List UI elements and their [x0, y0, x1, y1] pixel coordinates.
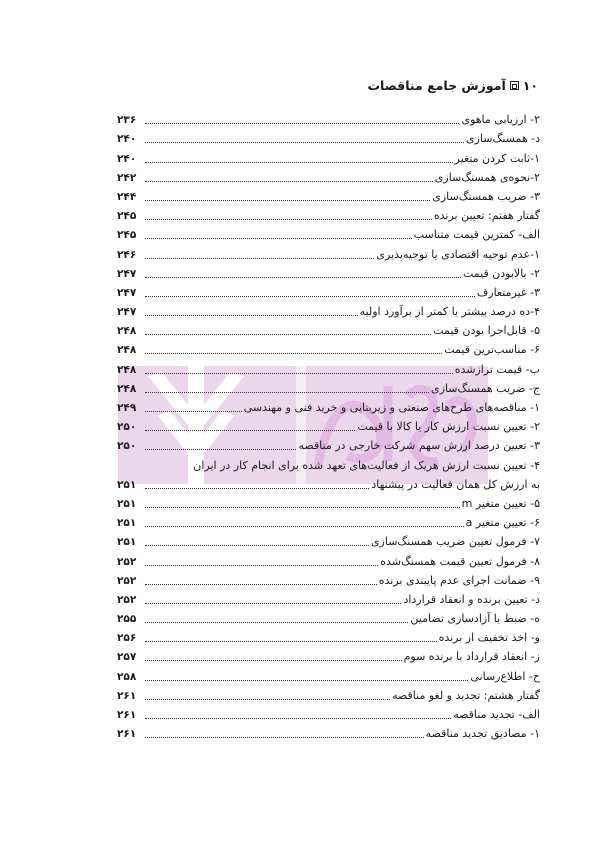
toc-entry-page: ۲۴۹ — [117, 402, 137, 414]
toc-entry-title: ۶- مناسب‌ترین قیمت — [444, 343, 540, 357]
toc-entry-page: ۲۴۷ — [117, 267, 137, 280]
dot-leader — [145, 736, 424, 738]
toc-entry-page: ۲۳۶ — [117, 114, 137, 127]
toc-entry-title: ۲-نحوه‌ی همسنگ‌سازی — [434, 170, 540, 184]
toc-entry[interactable] — [117, 204, 540, 223]
toc-entry-page: ۲۵۱ — [117, 478, 137, 491]
toc-entry-title: ۸- فرمول تعیین قیمت همسنگ‌شده — [380, 554, 540, 568]
dot-leader — [145, 640, 437, 642]
toc-entry-title: و- اخذ تخفیف از برنده — [438, 631, 540, 645]
dot-leader — [145, 544, 369, 546]
toc-entry[interactable] — [117, 281, 540, 300]
toc-entry-title: ۳- غیرمتعارف — [476, 285, 540, 299]
toc-entry-title: ۶- تعیین متغیر a — [465, 516, 540, 530]
toc-entry-page: ۲۵۱ — [117, 536, 137, 549]
toc-entry-title: ۳- تعیین درصد ارزش سهم شرکت خارجی در مناقصه — [298, 439, 540, 453]
toc-entry-title: د- تعیین برنده و انعقاد قرارداد — [403, 592, 540, 606]
dot-leader — [145, 391, 429, 393]
toc-entry-title: ج- ضریب همسنگ‌سازی — [431, 381, 540, 395]
dot-leader — [145, 333, 431, 335]
toc-entry[interactable] — [117, 473, 540, 492]
toc-entry-page: ۲۴۲ — [117, 171, 137, 184]
dot-leader — [145, 487, 369, 489]
toc-entry-title: ۵- قابل‌اجرا بودن قیمت — [433, 324, 540, 338]
dot-leader — [145, 295, 475, 297]
toc-entry-page: ۲۴۷ — [117, 306, 137, 319]
dot-leader — [145, 161, 453, 163]
dot-leader — [145, 314, 358, 316]
toc-entry[interactable] — [117, 338, 540, 357]
dot-leader — [145, 276, 461, 278]
toc-entry-title: گفتار هشتم: تجدید و لغو مناقصه — [392, 688, 540, 702]
toc-entry[interactable] — [117, 146, 540, 165]
toc-entry-title: ۳- ضریب همسنگ‌سازی — [432, 189, 540, 203]
toc-entry[interactable] — [117, 223, 540, 242]
toc-entry-page: ۲۶۱ — [117, 689, 137, 702]
toc-entry-title: ۱-عدم توجیه اقتصادی یا توجیه‌پذیری — [376, 247, 540, 261]
dot-leader — [145, 372, 453, 374]
toc-entry[interactable] — [117, 396, 540, 415]
dot-leader — [145, 141, 464, 143]
toc-entry[interactable] — [117, 127, 540, 146]
dot-leader — [145, 448, 296, 450]
toc-entry-page: ۲۵۵ — [117, 613, 137, 626]
toc-entry-title: ه- ضبط یا آزادسازی تضامین — [410, 612, 540, 626]
toc-entry[interactable] — [117, 664, 540, 683]
dot-leader — [145, 698, 390, 700]
toc-entry-page: ۲۵۱ — [117, 517, 137, 530]
toc-entry[interactable] — [117, 511, 540, 530]
toc-entry[interactable] — [117, 185, 540, 204]
toc-entry-page: ۲۴۸ — [117, 382, 137, 395]
toc-entry-title: ۲- ارزیابی ماهوی — [461, 113, 540, 127]
toc-entry-page: ۲۴۰ — [117, 133, 137, 146]
toc-entry-title: ۲- بالابودن قیمت — [462, 266, 540, 280]
toc-entry-page: ۲۵۲ — [117, 555, 137, 568]
page-number: ۱۰ — [522, 78, 538, 93]
toc-entry-title: ۱-ثابت کردن متغیر — [454, 151, 540, 165]
toc-entry-title: الف- کمترین قیمت متناسب — [413, 228, 540, 242]
toc-entry-title: ح- اطلاع‌رسانی — [470, 669, 540, 683]
toc-entry-title: ۷- فرمول تعیین ضریب همسنگ‌سازی — [370, 535, 540, 549]
toc-entry-title: ۱- مناقصه‌های طرح‌های صنعتی و زیربنایی و خرید فنی و مهندسی — [243, 401, 540, 414]
toc-entry-title: ۹- ضمانت اجرای عدم پایبندی برنده — [378, 573, 540, 587]
toc-entry[interactable] — [117, 300, 540, 319]
dot-leader — [145, 257, 374, 259]
toc-entry-page: ۲۵۷ — [117, 651, 137, 664]
toc-entry-page: ۲۵۰ — [117, 440, 137, 453]
toc-entry-title: ۵- تعیین متغیر m — [461, 496, 540, 510]
toc-entry-title: ب- قیمت ترازشده — [454, 362, 540, 376]
running-header — [367, 78, 538, 93]
dot-leader — [145, 621, 408, 623]
toc-entry-title: ۱- مصادیق تجدید مناقصه — [425, 727, 540, 741]
toc-entry[interactable] — [117, 588, 540, 607]
dot-leader — [145, 122, 459, 124]
toc-entry-page: ۲۴۸ — [117, 344, 137, 357]
dot-leader — [145, 602, 401, 604]
toc-entry-page: ۲۴۸ — [117, 363, 137, 376]
toc-entry-page: ۲۴۴ — [117, 190, 137, 203]
toc-entry-title: به ارزش کل همان فعالیت در پیشنهاد — [371, 477, 540, 491]
dot-leader — [145, 564, 378, 566]
toc-entry[interactable] — [117, 645, 540, 664]
toc-entry-page: ۲۵۲ — [117, 574, 137, 587]
dot-leader — [145, 218, 432, 220]
toc-entry-page: ۲۴۵ — [117, 229, 137, 242]
toc-entry-wrapped-line[interactable] — [117, 453, 540, 472]
toc-entry[interactable] — [117, 434, 540, 453]
toc-entry[interactable] — [117, 492, 540, 511]
toc-entry-page: ۲۶۱ — [117, 728, 137, 741]
toc-entry-page: ۲۵۰ — [117, 421, 137, 434]
book-title: آموزش جامع مناقصات — [367, 78, 506, 93]
dot-leader — [145, 352, 442, 354]
dot-leader — [145, 180, 433, 182]
toc-entry[interactable] — [117, 549, 540, 568]
toc-entry[interactable] — [117, 166, 540, 185]
dot-leader — [145, 679, 468, 681]
dot-leader — [145, 237, 412, 239]
toc-entry-page: ۲۵۸ — [117, 670, 137, 683]
table-of-contents — [117, 108, 540, 741]
toc-entry-page: ۲۴۰ — [117, 152, 137, 165]
toc-entry[interactable] — [117, 108, 540, 127]
toc-entry-page: ۲۴۶ — [117, 248, 137, 261]
toc-entry[interactable] — [117, 357, 540, 376]
toc-entry[interactable] — [117, 722, 540, 741]
toc-entry-page: ۲۴۵ — [117, 210, 137, 223]
dot-leader — [145, 199, 430, 201]
toc-entry[interactable] — [117, 262, 540, 281]
toc-entry[interactable] — [117, 607, 540, 626]
dot-leader — [145, 717, 451, 719]
dot-leader — [145, 410, 242, 412]
dot-leader — [145, 659, 402, 661]
toc-entry[interactable] — [117, 319, 540, 338]
toc-entry[interactable] — [117, 569, 540, 588]
toc-entry[interactable] — [117, 626, 540, 645]
toc-entry-title: د- همسنگ‌سازی — [466, 132, 540, 146]
toc-entry-page: ۲۵۱ — [117, 497, 137, 510]
toc-entry[interactable] — [117, 530, 540, 549]
toc-entry-title: ز- انعقاد قرارداد با برنده سوم — [403, 650, 540, 664]
dot-leader — [145, 506, 460, 508]
toc-entry[interactable] — [117, 242, 540, 261]
dot-leader — [145, 429, 355, 431]
toc-entry[interactable] — [117, 703, 540, 722]
toc-entry[interactable] — [117, 377, 540, 396]
dot-leader — [145, 583, 377, 585]
toc-entry-page: ۲۵۲ — [117, 593, 137, 606]
toc-entry-title: ۲- تعیین نسبت ارزش کار یا کالا با قیمت — [357, 420, 540, 434]
toc-entry[interactable] — [117, 415, 540, 434]
toc-entry-title: الف- تجدید مناقصه — [453, 708, 540, 721]
square-box-icon — [510, 81, 519, 90]
toc-entry-page: ۲۴۸ — [117, 325, 137, 338]
toc-entry-page: ۲۴۷ — [117, 286, 137, 299]
toc-entry-page: ۲۶۱ — [117, 709, 137, 721]
toc-entry-page: ۲۵۶ — [117, 632, 137, 645]
toc-entry[interactable] — [117, 684, 540, 703]
toc-entry-title: ۴- تعیین نسبت ارزش هریک از فعالیت‌های تعهد شده برای انجام کار در ایران — [193, 458, 540, 472]
toc-entry-title: گفتار هفتم: تعیین برنده — [433, 209, 540, 223]
dot-leader — [145, 525, 464, 527]
toc-entry-title: ۴-ده درصد بیشتر یا کمتر از برآورد اولیه — [359, 305, 540, 319]
